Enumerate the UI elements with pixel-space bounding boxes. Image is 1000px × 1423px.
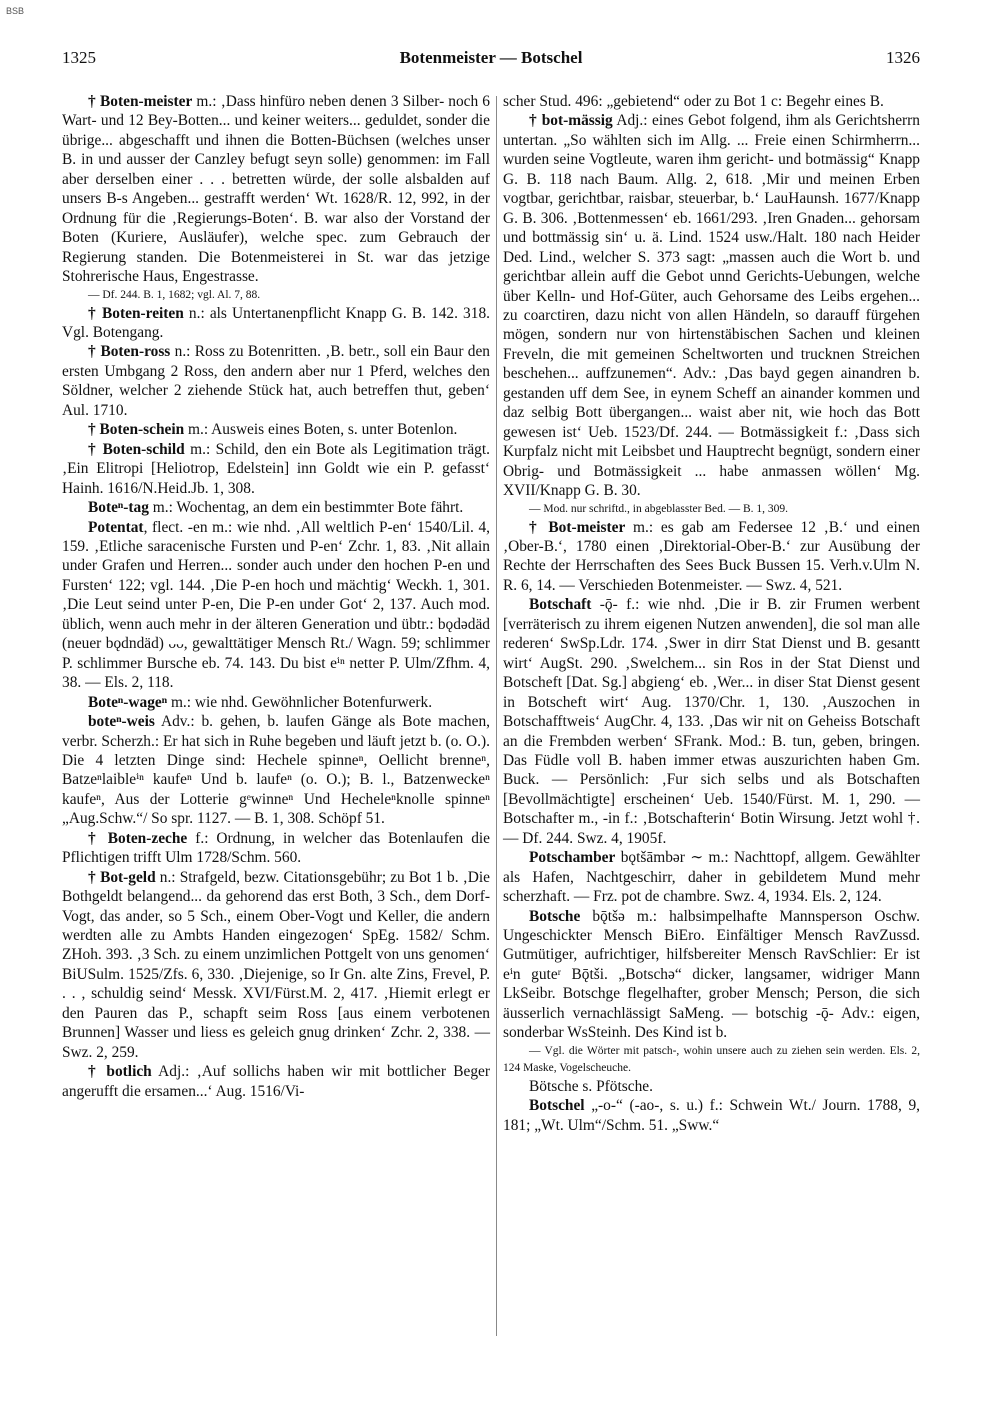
running-title: Botenmeister — Botschel — [399, 48, 583, 67]
dictionary-entry — [503, 1096, 920, 1135]
entry-headword: Botschaft — [529, 596, 592, 614]
dictionary-entry — [503, 111, 920, 500]
dictionary-entry — [503, 1077, 920, 1096]
dictionary-entry — [62, 342, 490, 420]
entry-text: f.: Ordnung, in welcher das Botenlaufen die Pflichtigen trifft Ulm 1728/Schm. 560. — [62, 829, 491, 867]
entry-headword: Botsche — [529, 907, 581, 925]
entry-text: -ǭ- f.: wie nhd. ‚Die ir B. zir Frumen werbent [verräterisch zu ihrem eigenen Nutzen anwenden], die sol man alle rederen‘ SwSp.Ldr. 174. ‚Swer in dirr Stat Dienst und B. gesantt wirt‘ AugSt. 290. ‚Swelchem... sin Ros in der Stat Dienst und Botscheft [Dat. Sg.] abgieng‘ eb. ‚Wer... in diser Stat Dienst gesent in Botscheft wirt‘ Aug. 1370/Chr. 1, 130. ‚Auszochen in Botschafftweis‘ AugChr. 4, 133. ‚Das wir nit on Geheiss Botschaft an die Frembden werben‘ SFrank. Mod.: B. tun, geben, bringen. Das Füdle voll B. haben immer etwas auszurichten haben Gm. Buck. — Persönlich: ‚Fur sich selbs und als Botschaften [Bevollmächtigte] erscheinen‘ Ueb. 1540/Fürst. M. 1, 290. — Botschafter m., -in f.: ‚Botschafterin‘ Botin Wirsung. Jetzt wohl †. — Df. 244. Swz. 4, 1905f. — [503, 596, 920, 847]
dictionary-entry — [503, 907, 920, 1043]
left-page-number: 1325 — [62, 48, 96, 67]
entry-headword: † Boten-meister — [88, 93, 193, 110]
entry-headword: Boteⁿ-tag — [88, 499, 149, 517]
dictionary-entry — [503, 848, 920, 906]
dictionary-entry — [62, 1062, 490, 1101]
entry-text: m.: wie nhd. Gewöhnlicher Botenfurwerk. — [167, 693, 433, 711]
entry-headword: † bot-mässig — [529, 112, 613, 130]
entry-headword: † Boten-reiten — [88, 304, 184, 322]
entry-headword: † Boten-schild — [88, 440, 185, 458]
entry-text: m.: Wochentag, an dem ein bestimmter Bote fährt. — [148, 499, 464, 517]
dictionary-entry — [62, 829, 490, 868]
dictionary-entry — [503, 518, 920, 596]
entry-text: m.: Ausweis eines Boten, s. unter Botenlon. — [184, 421, 458, 439]
dictionary-entry — [62, 304, 490, 343]
entry-headword: † Bot-meister — [529, 518, 626, 536]
dictionary-entry — [503, 501, 920, 518]
library-stamp: BSB — [6, 6, 25, 16]
entry-text: Adv.: b. gehen, b. laufen Gänge als Bote machen, verbr. Scherzh.: Er hat sich in Ruhe begeben und läuft jetzt b. (o. O.). Die 4 letzten Dinge sind: Hechele spinneⁿ, Oellicht brenneⁿ, Batzeⁿlaibleⁱⁿ kaufeⁿ Und b. laufeⁿ (o. O.); B. l., Batzenweckeⁿ kaufeⁿ, Aus der Lotterie gᵉwinneⁿ Und Hecheleⁿknolle spinneⁿ „Aug.Schw.“/ So spr. 1127. — B. 1, 308. Schöpf 51. — [62, 713, 490, 828]
dictionary-entry — [62, 287, 490, 304]
entry-headword: † Boten-zeche — [88, 829, 188, 847]
dictionary-entry — [62, 440, 490, 498]
entry-text: Adj.: ‚Auf sollichs haben wir mit bottlicher Beger angerufft die ersamen...‘ Aug. 1516/Vi- — [62, 1063, 490, 1100]
entry-text: n.: als Untertanenpflicht Knapp G. B. 142. 318. Vgl. Botengang. — [62, 304, 490, 341]
entry-headword: † Boten-schein — [88, 421, 185, 439]
entry-headword: boteⁿ-weis — [88, 713, 155, 731]
entry-text: Adj.: eines Gebot folgend, ihm als Gerichtsherrn untertan. „So wählten sich im Allg. ... Freie einen Schirmherrn... wurden seine Vogtleute, waren ihm gericht- und botmässig“ Knapp G. B. 118 nach Baum. Allg. 2, 618. ‚Mir und meinen Erben vogtbar, gerichtbar, raisbar, steuerbar, b.‘ LauHaunsh. 1677/Knapp G. B. 306. ‚Bottenmessen‘ eb. 1661/293. ‚Iren Gnaden... gehorsam und bottmässig sin‘ u. ä. Lind. 1524 usw./Halt. 180 nach Heider Ded. Lind., welcher S. 373 sagt: „massen auch die Wort b. und gerichtbar allein auff die Gebot unnd Gerichts-Uebungen, welche über Kelln- und Hof-Güter, auch Gehorsame des Leibs ergehen... zu coarctiren, dazu nicht von allen Händeln, so darauff fürgehen mögen, sondern nur von hirtenstäbischen Sachen und kleinen Freveln, die mit gemeinen Scheltworten und trucknen Streichen beschehen... auffzunemen“. Adv.: ‚Das bayd gegen ainandren b. gestanden uff dem See, in eynem Scheff an ainander kommen und daz selbig Bott übergangen... waist aber nit, wie hoch das Bott gewesen ist‘ Ueb. 1523/Df. 244. — Botmässigkeit f.: ‚Dass sich Kurpfalz nicht mit Leibsbet und Hauptrecht begnügt, sondern einer Obrig- und Botmässigkeit ... habe anmassen wöllen‘ Mg. XVII/Knapp G. B. 30. — [503, 112, 921, 500]
dictionary-entry — [62, 712, 490, 829]
dictionary-entry — [503, 1043, 920, 1077]
column-divider — [496, 96, 497, 1336]
entry-headword: † Boten-ross — [88, 343, 171, 361]
entry-text: bǭtšə m.: halbsimpelhafte Mannsperson Oschw. Ungeschickter Mensch BiEro. Einfältiger Mensch RavZussd. Gutmütiger, aufrichtiger, hilfsbereiter Mensch RavSchlier: Er ist eⁱn guteʳ Bǭtši. „Botschə“ dicker, langsamer, widriger Mann LkSeibr. Botschge flegelhafter, grober Mensch; Person, die sich äusserlich vernachlässigt SaMeng. — botschig -ǭ- Adv.: eigen, sonderbar WsSteinh. Des Kind ist b. — [503, 907, 920, 1042]
entry-text: m.: es gab am Federsee 12 ‚B.‘ und einen ‚Ober-B.‘, 1780 einen ‚Direktorial-Ober-B.‘ zur Ausübung der Rechte der Herrschaften des Sees Buck Bussen 15. Verh.v.Ulm N. R. 6, 14. — Verschieden Botenmeister. — Swz. 4, 521. — [503, 518, 920, 594]
entry-headword: † botlich — [88, 1063, 152, 1081]
entry-text: , flect. -en m.: wie nhd. ‚All weltlich P-en‘ 1540/Lil. 4, 159. ‚Etliche saracenische Fursten und P-en‘ Zchr. 1, 83. ‚Nit allain under Grafen und Herren... sonder auch under den hochen P-en und Fursten‘ 122; vgl. 144. ‚Die P-en hoch und mächtig‘ Weckh. 1, 301. ‚Die Leut seind unter P-en, Die P-en under Got‘ 2, 137. Auch mod. üblich, wenn auch mehr in der älteren Generation und übtr.: bǫdədäd (neuer bǫdndäd) ᴗᴗ, gewalttätiger Mensch Rt./ Wagn. 59; schlimmer P. schlimmer Bursche eb. 74. 143. Du bist eⁱⁿ netter P. Ulm/Zfhm. 4, 38. — Els. 2, 118. — [62, 518, 490, 692]
dictionary-entry — [503, 595, 920, 848]
entry-text: — Vgl. die Wörter mit patsch-, wohin unsere auch zu ziehen sein werden. Els. 2, 124 Maske, Vogelscheuche. — [503, 1044, 920, 1074]
entry-text: — Df. 244. B. 1, 1682; vgl. Al. 7, 88. — [88, 288, 261, 301]
entry-text: „-o-“ (-ao-, s. u.) f.: Schwein Wt./ Journ. 1788, 9, 181; „Wt. Ulm“/Schm. 51. „Sww.“ — [503, 1097, 920, 1134]
dictionary-entry — [62, 868, 490, 1063]
entry-text: m.: Schild, den ein Bote als Legitimation trägt. ‚Ein Elitropi [Heliotrop, Edelstein] inn Goldt wie ein P. gefasst‘ Hainh. 1616/N.Heid.Jb. 1, 308. — [62, 440, 490, 497]
page-header — [62, 48, 920, 72]
dictionary-entry — [503, 92, 920, 111]
right-column — [503, 92, 920, 1412]
entry-headword: Potschamber — [529, 849, 616, 867]
entry-text: bǫtšāmbər ∼ m.: Nachttopf, allgem. Gewählter als Hafen, Nachtgeschirr, daher in gebildetem Mund mehr scherzhaft. — Frz. pot de chambre. Swz. 4, 1934. Els. 2, 124. — [503, 849, 920, 906]
entry-text: Bötsche s. Pfötsche. — [529, 1077, 653, 1095]
entry-text: scher Stud. 496: „gebietend“ oder zu Bot 1 c: Begehr eines B. — [503, 93, 884, 110]
entry-text: n.: Ross zu Botenritten. ‚B. betr., soll ein Baur den ersten Umbgang 2 Ross, den andern aber nur 1 Pferd, welches den Söldner, welcher 2 ziehende Stück hat, auch betreffen thut, geben‘ Aul. 1710. — [62, 343, 491, 419]
entry-headword: Potentat — [88, 518, 144, 536]
entry-headword: Botschel — [529, 1097, 585, 1115]
left-column — [62, 92, 490, 1412]
dictionary-entry — [62, 498, 490, 517]
dictionary-entry — [62, 420, 490, 439]
entry-headword: Boteⁿ-wageⁿ — [88, 693, 168, 711]
dictionary-entry — [62, 518, 490, 693]
right-page-number: 1326 — [886, 48, 920, 67]
dictionary-entry — [62, 693, 490, 712]
dictionary-entry — [62, 92, 490, 287]
entry-text: — Mod. nur schriftd., in abgeblasster Bed. — B. 1, 309. — [529, 502, 789, 515]
entry-headword: † Bot-geld — [88, 868, 156, 886]
entry-text: m.: ‚Dass hinfüro neben denen 3 Silber- noch 6 Wart- und 12 Bey-Botten... und keiner weiters... geduldet, sonder die übrige... abgeschafft und ihnen die Botten-Büchsen (welches unser B. in und ausser der Canzley befugt seyn solle) genommen: im Fall aber derselben einer . . . betretten würde, der solle alsbalden auf unsers B-s Angeben... gestrafft werden‘ Wt. 1628/R. 12, 992, in der Ordnung für die ‚Regierungs-Boten‘. B. war also der Vorstand der Boten (Kuriere, Ausläufer), welche spec. zum Gebrauch der Regierung standen. Die Botenmeisterei in St. war das jetzige Stohrerische Haus, Engestrasse. — [62, 93, 490, 286]
entry-text: n.: Strafgeld, bezw. Citationsgebühr; zu Bot 1 b. ‚Die Bothgeldt belangend... da gehorend das erst Both, 3 Sch., dem Dorf-Vogt, das ander, so 5 Sch., einem Ober-Vogt und Keller, die andern werdten alle zu Ambts Handen eingezogen‘ SpEg. 1582/ Schm. ZHoh. 393. ‚3 Sch. zu einem unzimlichen Pottgelt von uns genomen‘ BiUSulm. 1525/Zfs. 6, 330. ‚Diejenige, so Ir Gn. alte Zins, Frevel, P. . . , schuldig seind‘ Messk. XVI/Fürst.M. 2, 417. ‚Hiemit erlegt er den Pauren das P., schapft seim Ross [aus einem verbotenen Brunnen] Wasser und liess es geleich gnug drinken‘ Zchr. 2, 338. — Swz. 2, 259. — [62, 868, 490, 1061]
